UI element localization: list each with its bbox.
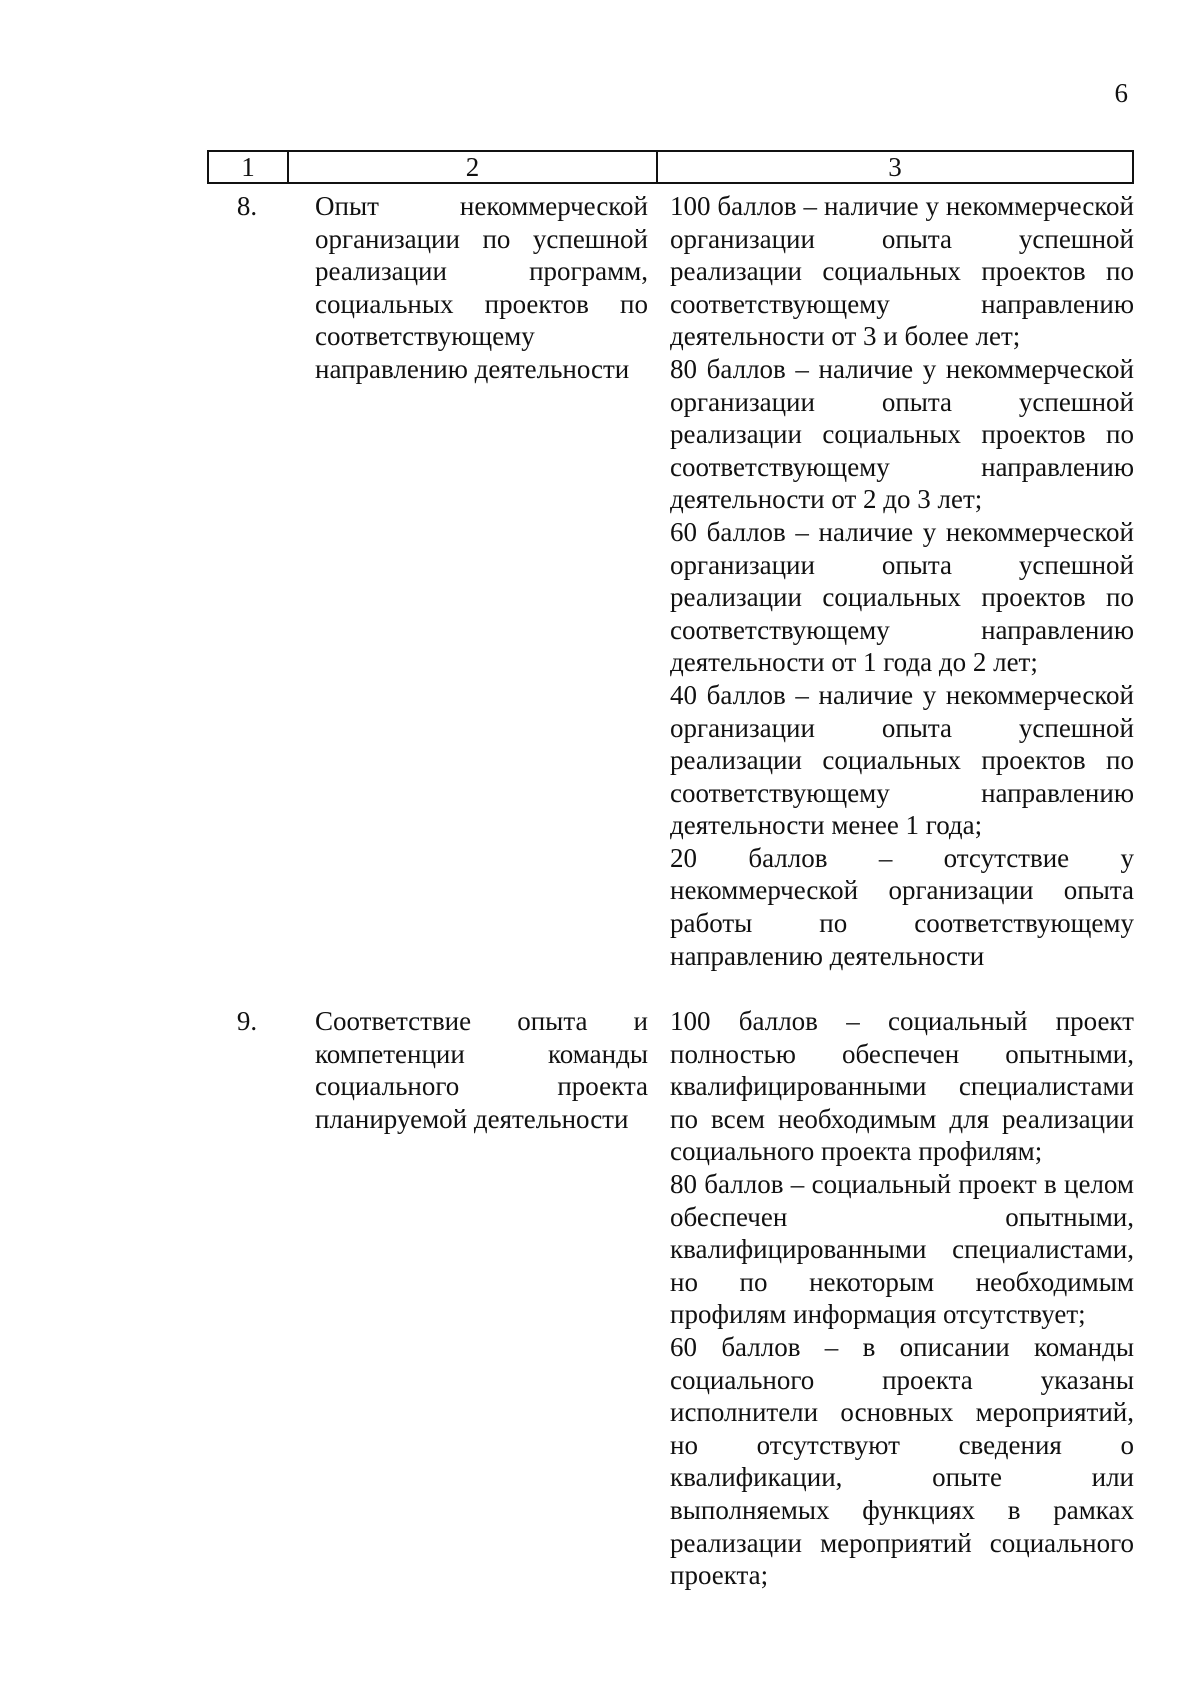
score-cell <box>656 190 1134 972</box>
page-number: 6 <box>1114 78 1128 108</box>
score-item: 60 баллов – в описании команды социального проекта указаны исполнители основных мероприятий, но отсутствуют сведения о квалификации, опыте или выполняемых функциях в рамках реализации мероприятий социального проекта; <box>670 1331 1134 1591</box>
row-number: 8. <box>236 191 258 221</box>
table-row <box>207 190 1134 972</box>
header-col-2: 2 <box>289 152 658 182</box>
score-cell <box>656 1005 1134 1592</box>
header-col-3: 3 <box>888 152 902 182</box>
score-item: 100 баллов – наличие у некоммерческой организации опыта успешной реализации социальных проектов по соответствующему направлению деятельности от 3 и более лет; <box>670 191 1134 352</box>
score-item: 100 баллов – социальный проект полностью обеспечен опытными, квалифицированными специалистами по всем необходимым для реализации социального проекта профилям; <box>670 1006 1134 1167</box>
score-item: 80 баллов – социальный проект в целом обеспечен опытными, квалифицированными специалистами, но по некоторым необходимым профилям информация отсутствует; <box>670 1168 1134 1330</box>
score-item: 80 баллов – наличие у некоммерческой организации опыта успешной реализации социальных проектов по соответствующему направлению деятельности от 2 до 3 лет; <box>670 353 1134 515</box>
score-item: 20 баллов – отсутствие у некоммерческой организации опыта работы по соответствующему направлению деятельности <box>670 842 1134 971</box>
score-item: 40 баллов – наличие у некоммерческой организации опыта успешной реализации социальных проектов по соответствующему направлению деятельности менее 1 года; <box>670 679 1134 841</box>
header-col-1: 1 <box>209 152 289 182</box>
criterion-text <box>287 1005 656 1592</box>
criterion-paragraph: Соответствие опыта и компетенции команды социального проекта планируемой деятельности <box>315 1006 648 1134</box>
criterion-text <box>287 190 656 972</box>
row-number: 9. <box>236 1006 258 1036</box>
criterion-paragraph: Опыт некоммерческой организации по успешной реализации программ, социальных проектов по соответствующему направлению деятельности <box>315 191 648 384</box>
table-header <box>207 150 1134 184</box>
table-row <box>207 1005 1134 1592</box>
score-item: 60 баллов – наличие у некоммерческой организации опыта успешной реализации социальных проектов по соответствующему направлению деятельности от 1 года до 2 лет; <box>670 516 1134 678</box>
